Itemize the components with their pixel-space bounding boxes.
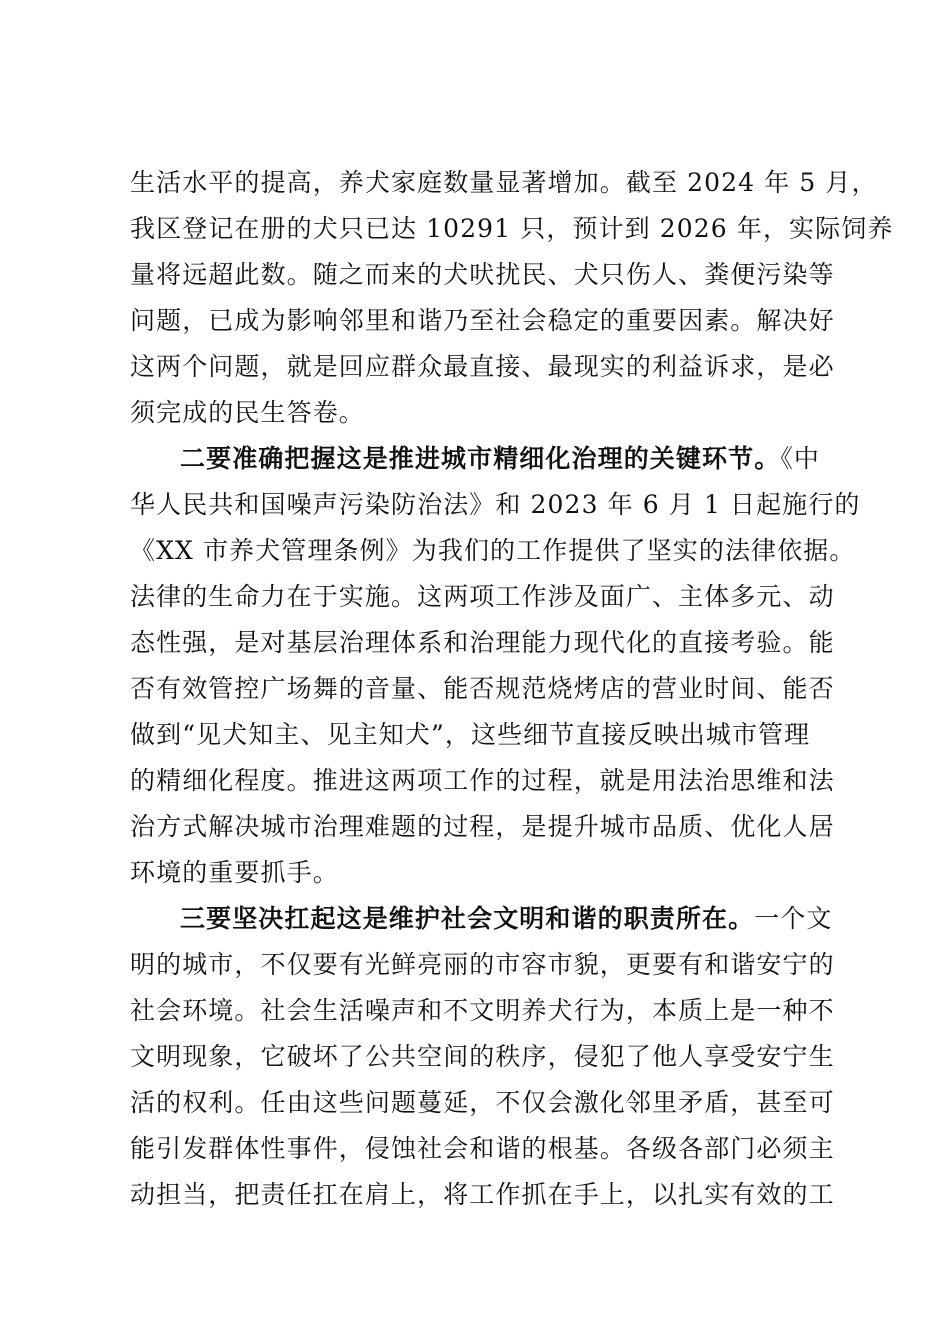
paragraph-2 — [130, 436, 861, 896]
paragraph-line: 须完成的民生答卷。 — [130, 398, 365, 427]
paragraph-line: 文明现象，它破坏了公共空间的秩序，侵犯了他人享受安宁生 — [130, 1042, 835, 1071]
paragraph-line: 我区登记在册的犬只已达 10291 只，预计到 2026 年，实际饲养 — [130, 214, 894, 243]
paragraph-heading: 三要坚决扛起这是维护社会文明和谐的职责所在。 — [180, 904, 755, 933]
paragraph-first-line — [130, 436, 830, 482]
paragraph-line: 量将远超此数。随之而来的犬吠扰民、犬只伤人、粪便污染等 — [130, 260, 835, 289]
paragraph-first-line-text: 一个文 — [754, 904, 833, 933]
paragraph-line: 治方式解决城市治理难题的过程，是提升城市品质、优化人居 — [130, 812, 835, 841]
paragraph-heading: 二要准确把握这是推进城市精细化治理的关键环节。 — [180, 444, 781, 473]
paragraph-line: 否有效管控广场舞的音量、能否规范烧烤店的营业时间、能否 — [130, 674, 835, 703]
paragraph-line: 生活水平的提高，养犬家庭数量显著增加。截至 2024 年 5 月， — [130, 168, 878, 197]
paragraph-line: 态性强，是对基层治理体系和治理能力现代化的直接考验。能 — [130, 628, 835, 657]
paragraph-line: 法律的生命力在于实施。这两项工作涉及面广、主体多元、动 — [130, 582, 835, 611]
paragraph-line: 能引发群体性事件，侵蚀社会和谐的根基。各级各部门必须主 — [130, 1134, 835, 1163]
paragraph-line: 明的城市，不仅要有光鲜亮丽的市容市貌，更要有和谐安宁的 — [130, 950, 835, 979]
paragraph-line: 华人民共和国噪声污染防治法》和 2023 年 6 月 1 日起施行的 — [130, 490, 861, 519]
paragraph-3 — [130, 896, 835, 1218]
paragraph-first-line — [130, 896, 833, 942]
paragraph-1 — [130, 160, 894, 436]
paragraph-line: 活的权利。任由这些问题蔓延，不仅会激化邻里矛盾，甚至可 — [130, 1088, 835, 1117]
paragraph-line: 动担当，把责任扛在肩上，将工作抓在手上，以扎实有效的工 — [130, 1180, 835, 1209]
paragraph-line: 问题，已成为影响邻里和谐乃至社会稳定的重要因素。解决好 — [130, 306, 835, 335]
document-body — [130, 160, 894, 1218]
paragraph-first-line-text: 《中 — [780, 444, 821, 473]
paragraph-line: 做到“见犬知主、见主知犬”，这些细节直接反映出城市管理 — [130, 720, 811, 749]
paragraph-line: 社会环境。社会生活噪声和不文明养犬行为，本质上是一种不 — [130, 996, 835, 1025]
paragraph-line: 的精细化程度。推进这两项工作的过程，就是用法治思维和法 — [130, 766, 835, 795]
paragraph-line: 这两个问题，就是回应群众最直接、最现实的利益诉求，是必 — [130, 352, 835, 381]
paragraph-line: 环境的重要抓手。 — [130, 858, 339, 887]
paragraph-line: 《XX 市养犬管理条例》为我们的工作提供了坚实的法律依据。 — [130, 536, 856, 565]
